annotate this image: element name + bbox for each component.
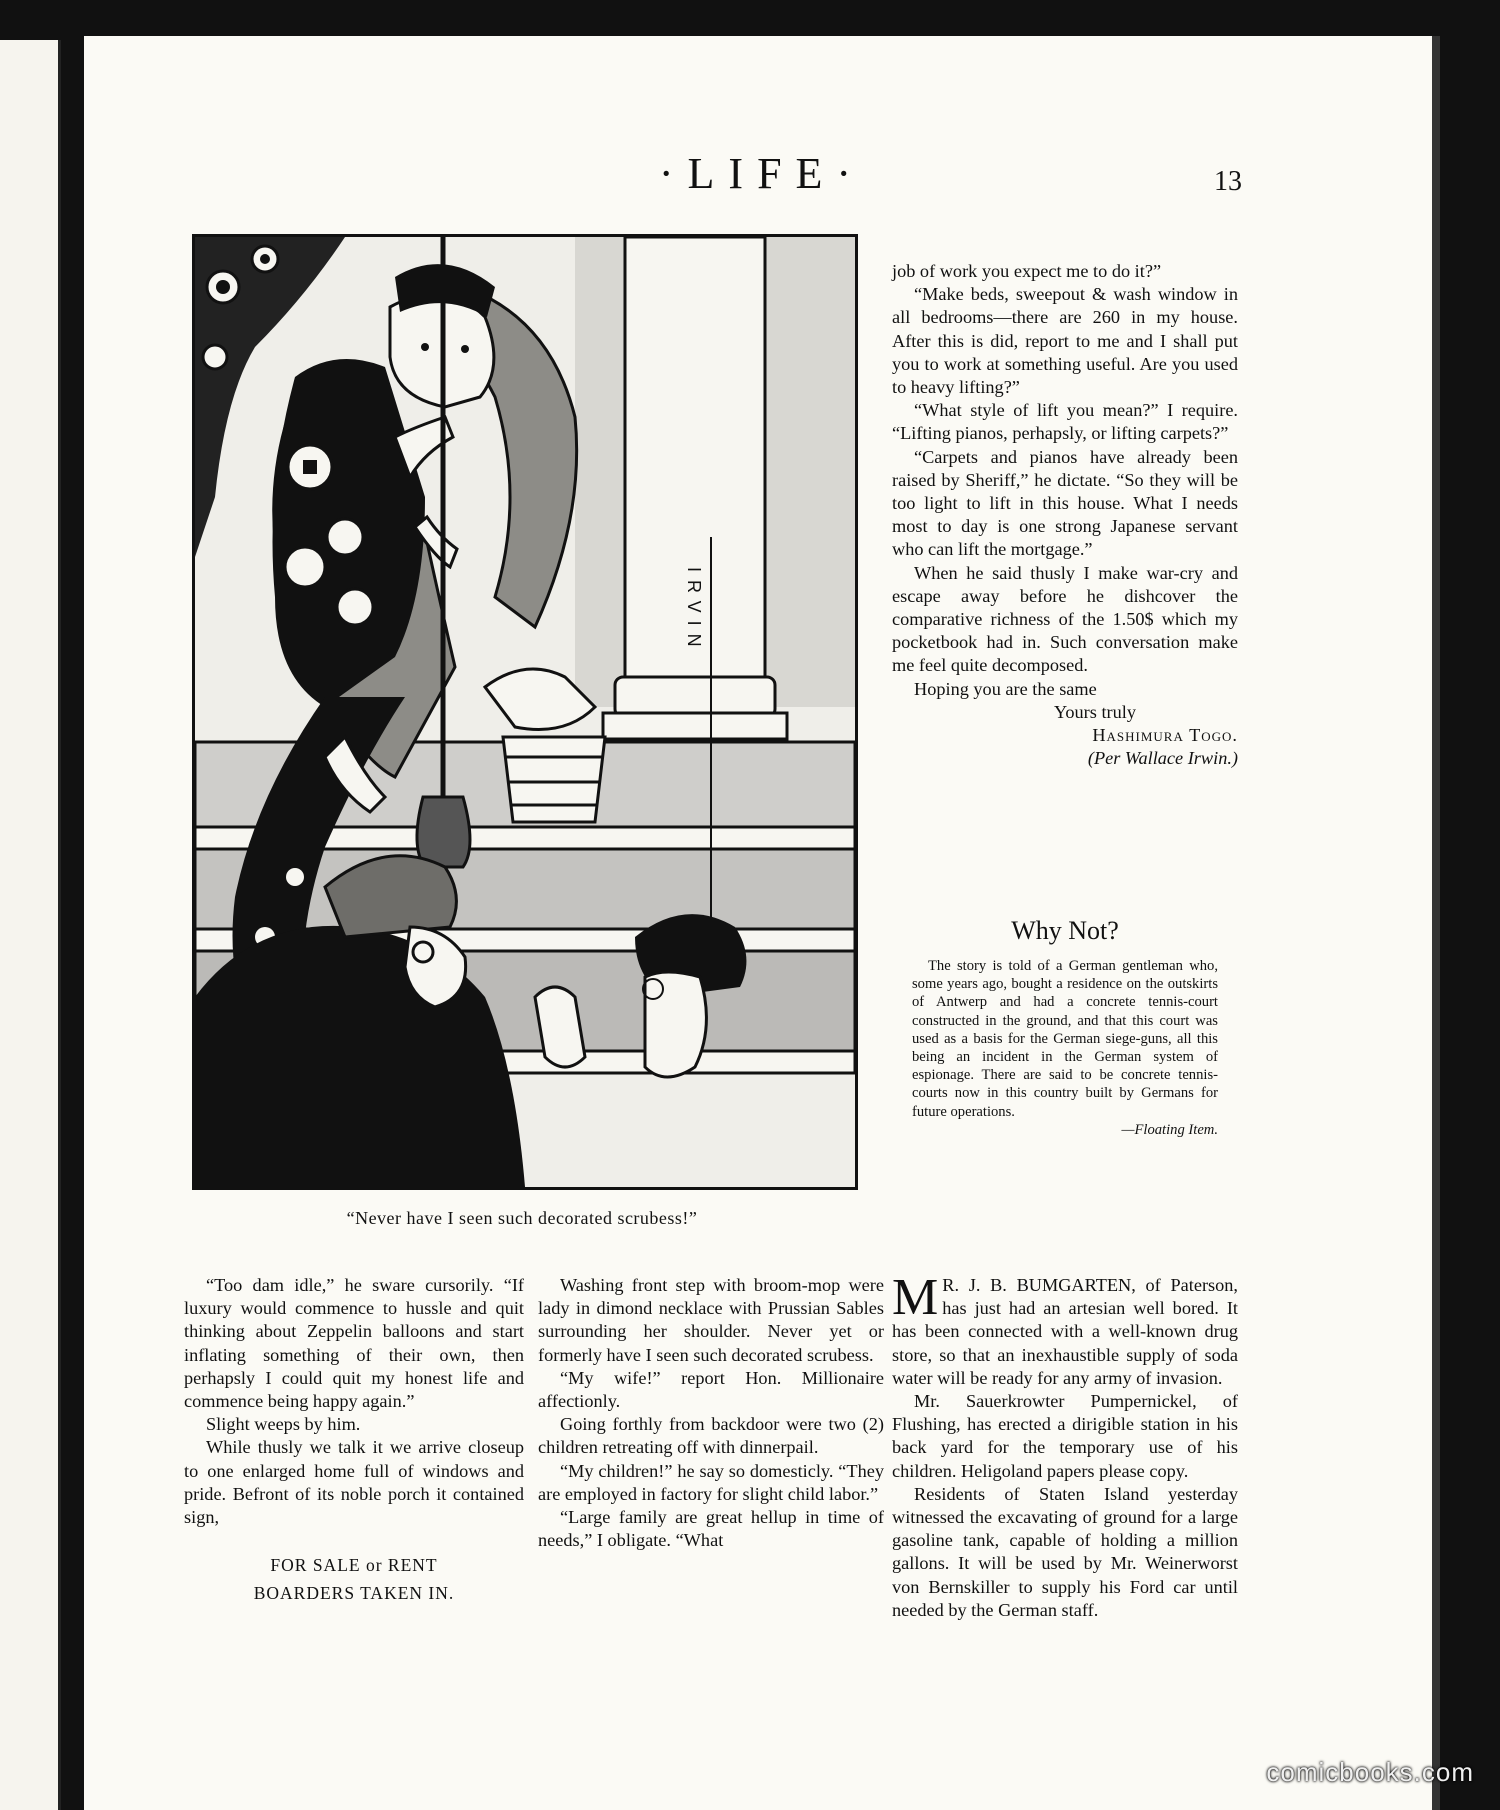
illustration-caption: “Never have I seen such decorated scrubess!” (346, 1208, 698, 1228)
paragraph: While thusly we talk it we arrive closeup to one enlarged home full of windows and pride. Befront of its noble porch it contained sign, (184, 1437, 524, 1528)
paragraph: Going forthly from backdoor were two (2) children retreating off with dinnerpail. (538, 1414, 884, 1458)
letter-continuation-column (892, 260, 1238, 770)
paragraph: Slight weeps by him. (206, 1414, 361, 1435)
drop-cap: M (892, 1269, 939, 1326)
column-middle (538, 1274, 884, 1552)
paragraph: Washing front step with broom-mop were lady in dimond necklace with Prussian Sables surrounding her shoulder. Never yet or formerly have I seen such decorated scrubess. (538, 1275, 884, 1365)
cartoon-drawing (195, 237, 855, 1187)
watermark: comicbooks.com (1266, 1757, 1474, 1787)
paragraph: When he said thusly I make war-cry and escape away before he dishcover the comparative richness of the 1.50$ which my pocketbook had in. Such conversation make me feel quite decomposed. (892, 562, 1238, 676)
paragraph (892, 1269, 1238, 1390)
paragraph: “My children!” he say so domesticly. “They are employed in factory for slight child labor.” (538, 1460, 884, 1504)
magazine-page (84, 36, 1440, 1810)
sign-text (184, 1551, 524, 1607)
paragraph-text: R. J. B. BUMGARTEN, of Paterson, has just had an artesian well bored. It has been connected with a well-known drug store, so that an inexhaustible supply of soda water will be ready for any army of invasion. (892, 1275, 1238, 1388)
why-not-heading: Why Not? (1011, 916, 1119, 945)
paragraph: “Too dam idle,” he sware cursorily. “If luxury would commence to hussle and quit thinking about Zeppelin balloons and start inflating something of their own, then perhapsly I could quit my honest life and commence being happy again.” (184, 1275, 524, 1412)
page-edge-shadow (1432, 36, 1440, 1810)
paragraph: “My wife!” report Hon. Millionaire affectionly. (538, 1367, 884, 1412)
paragraph: “Carpets and pianos have already been raised by Sheriff,” he dictate. “So they will be too light to lift in this house. What I needs most to day is one strong Japanese servant who can lift the mortgage.” (892, 446, 1238, 560)
why-not-body (912, 957, 1218, 1139)
cartoon-illustration (192, 234, 858, 1190)
paragraph: The story is told of a German gentleman who, some years ago, bought a residence on the outskirts of Antwerp and had a concrete tennis-court constructed in the ground, and that this court was used as a basis for the German siege-guns, all this being an incident in the German system of espionage. There are said to be concrete tennis-courts now in this country built by Germans for future operations. (912, 958, 1218, 1120)
letter-per: (Per Wallace Irwin.) (1087, 748, 1238, 769)
letter-yours: Yours truly (1054, 701, 1136, 722)
page-number: 13 (1214, 166, 1242, 197)
paragraph: Mr. Sauerkrowter Pumpernickel, of Flushing, has erected a dirigible station in his back yard for the temporary use of his children. Heligoland papers please copy. (892, 1391, 1238, 1481)
paragraph: “Large family are great hellup in time of needs,” I obligate. “What (538, 1507, 884, 1551)
letter-closing: Hoping you are the same (914, 678, 1097, 699)
paragraph: “What style of lift you mean?” I require. “Lifting pianos, perhapsly, or lifting carpets?” (892, 400, 1238, 444)
facing-page-edge (0, 40, 61, 1810)
sign-line: BOARDERS TAKEN IN. (253, 1583, 455, 1604)
column-left (184, 1274, 524, 1607)
why-not-credit: —Floating Item. (1121, 1121, 1218, 1138)
paragraph: job of work you expect me to do it?” (892, 261, 1162, 281)
page-title: ·LIFE· (658, 149, 866, 198)
column-right (892, 1269, 1238, 1622)
paragraph: Residents of Staten Island yesterday witnessed the excavating of ground for a large gasoline tank, capable of holding a million gallons. It will be used by Mr. Weinerworst von Bernskiller to supply his Ford car until needed by the German staff. (892, 1483, 1238, 1620)
artist-signature: IRVIN (684, 567, 704, 655)
paragraph: “Make beds, sweepout & wash window in all bedrooms—there are 260 in my house. After this is did, report to me and I shall put you to work at something useful. Are you used to heavy lifting?” (892, 284, 1238, 398)
letter-author: Hashimura Togo. (1092, 725, 1238, 746)
sign-line: FOR SALE or RENT (270, 1555, 438, 1576)
